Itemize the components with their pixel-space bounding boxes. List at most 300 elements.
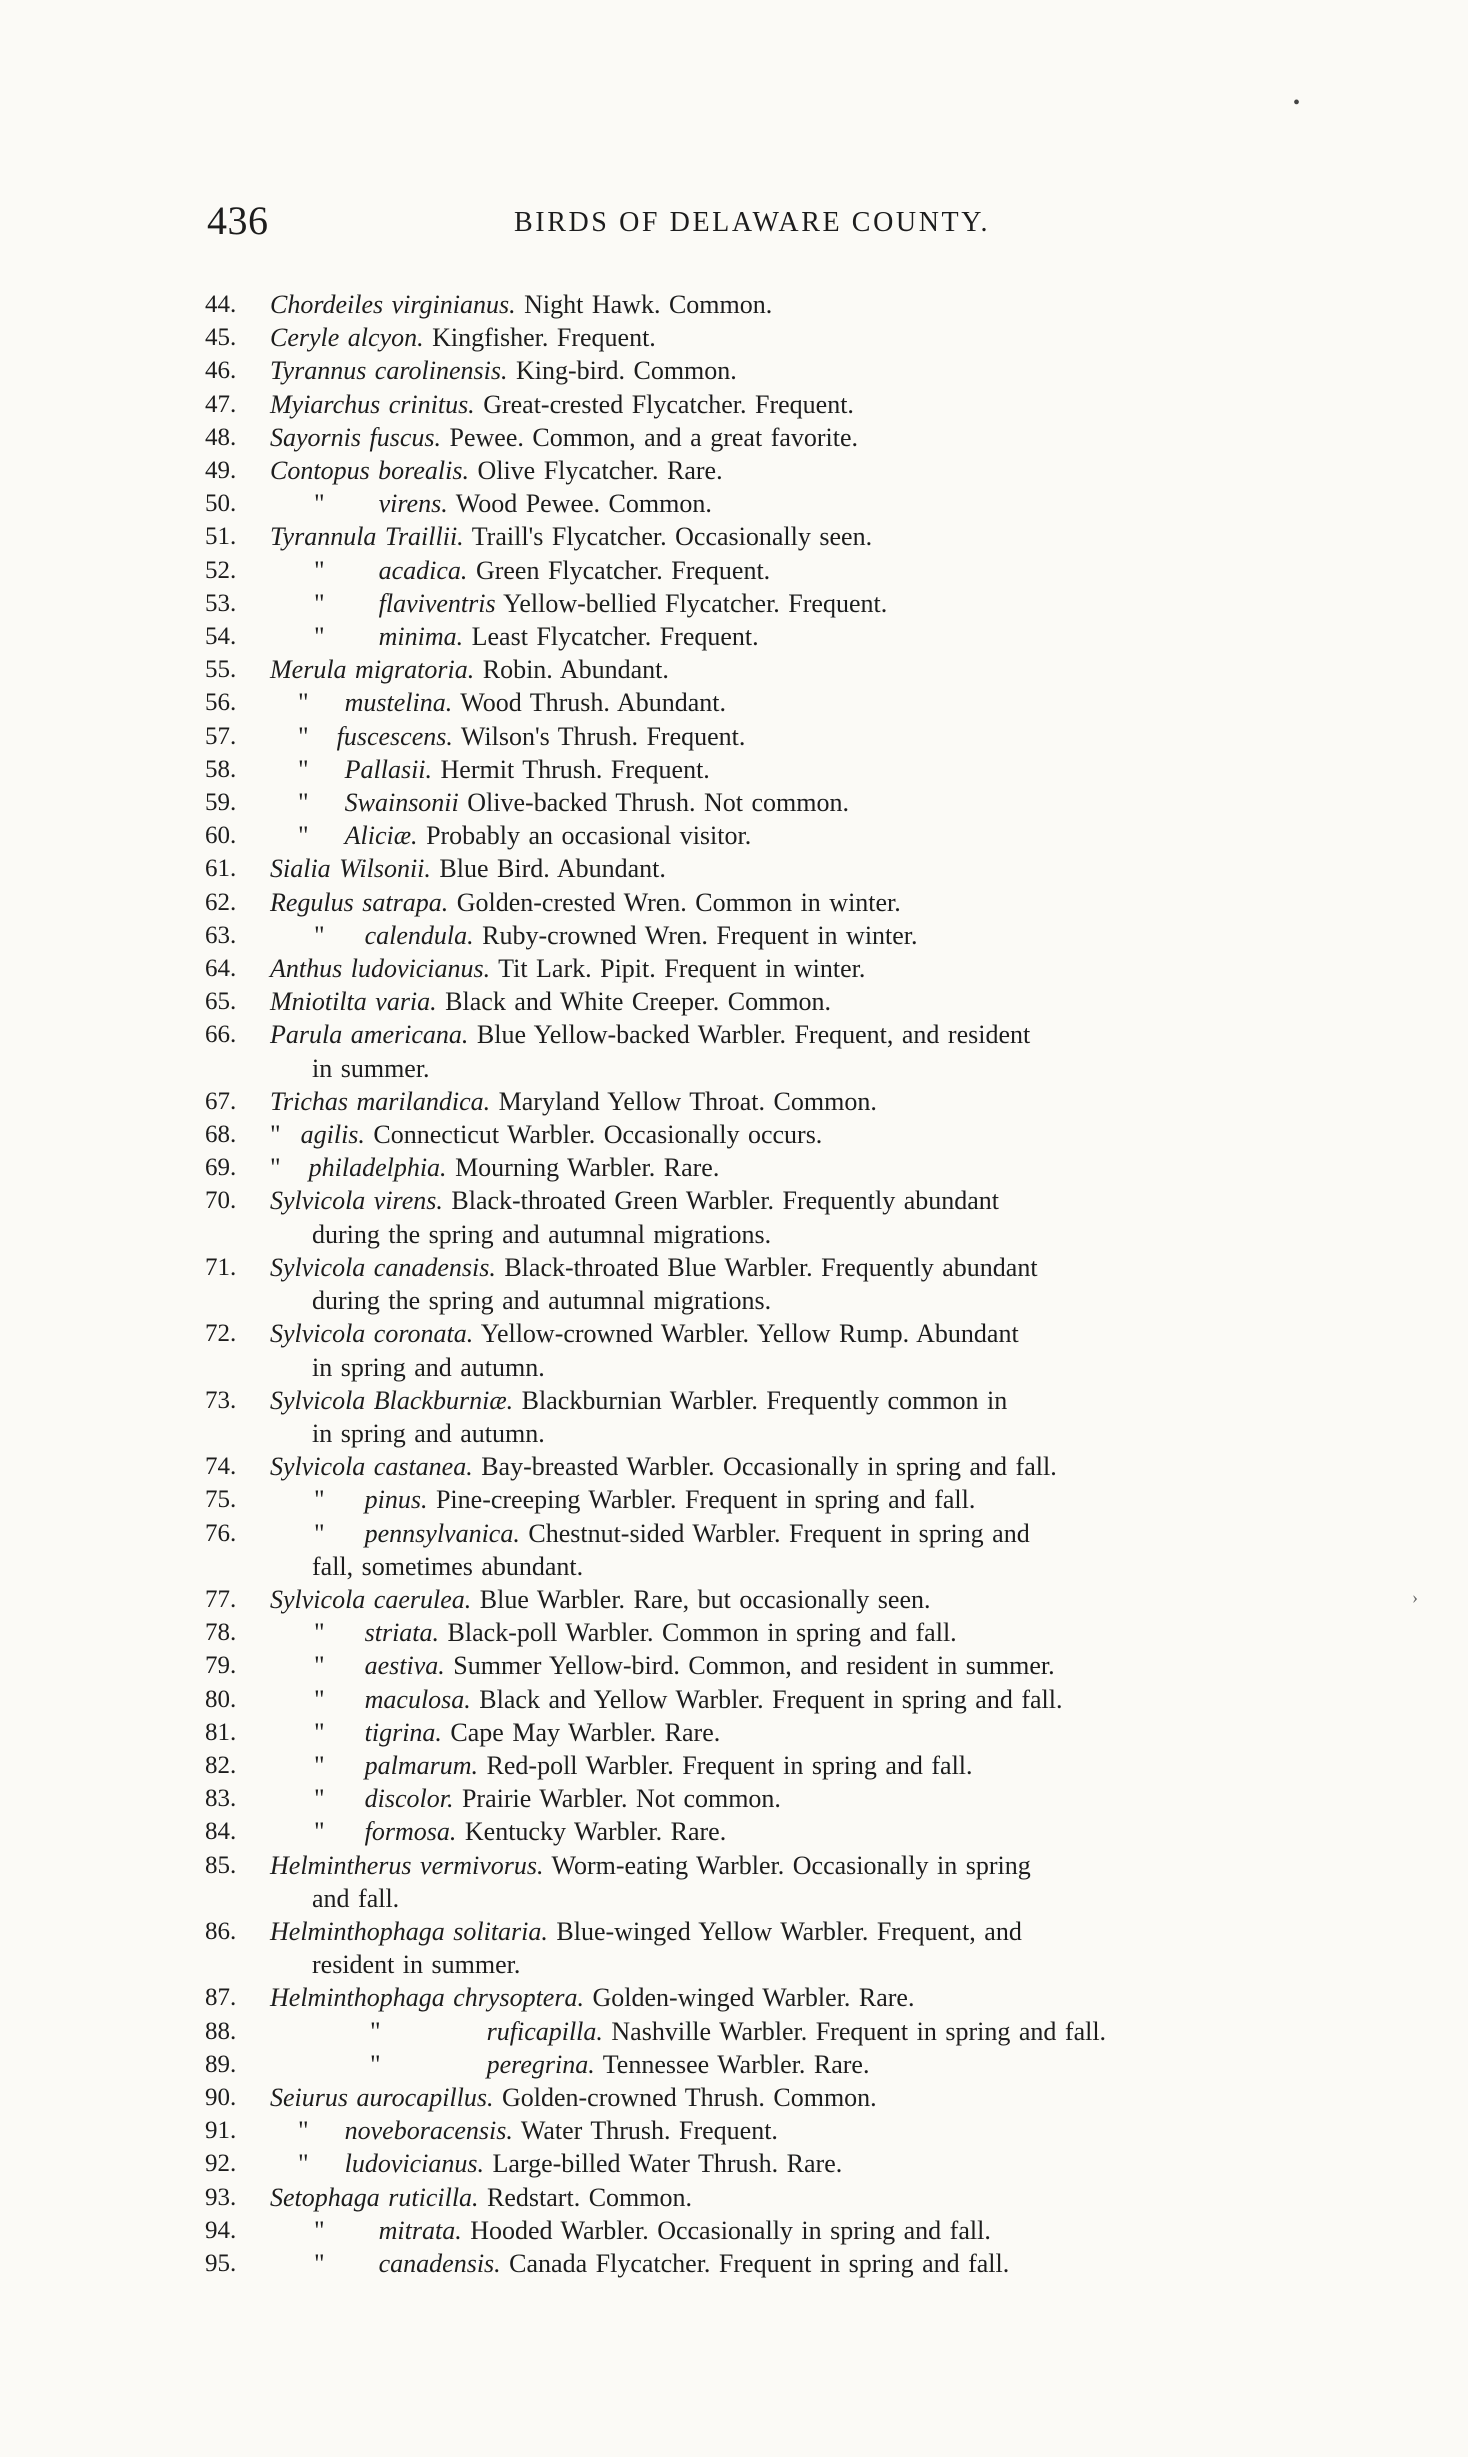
common-name-note: Nashville Warbler. Frequent in spring and fall. bbox=[611, 2016, 1107, 2046]
common-name-note: Redstart. Common. bbox=[487, 2182, 692, 2212]
latin-name: Sylvicola canadensis. bbox=[270, 1252, 496, 1282]
entry-number: 65. bbox=[205, 988, 237, 1016]
latin-name: palmarum. bbox=[364, 1750, 479, 1780]
ditto-mark: " bbox=[298, 754, 309, 784]
latin-name: Helminthophaga solitaria. bbox=[270, 1916, 548, 1946]
species-entry bbox=[205, 587, 1360, 620]
entry-body bbox=[270, 1184, 1360, 1217]
entry-body bbox=[270, 1384, 1360, 1417]
latin-name: formosa. bbox=[364, 1817, 457, 1847]
common-name-note: Black-throated Blue Warbler. Frequently abundant bbox=[504, 1252, 1038, 1282]
ditto-mark: " bbox=[298, 2149, 309, 2179]
common-name-note: Blue Warbler. Rare, but occasionally seen. bbox=[479, 1584, 931, 1614]
entry-number: 48. bbox=[205, 423, 237, 451]
latin-name: pennsylvanica. bbox=[364, 1518, 520, 1548]
common-name-note: Maryland Yellow Throat. Common. bbox=[498, 1086, 877, 1116]
latin-name: noveboracensis. bbox=[344, 2116, 513, 2146]
ditto-mark: " bbox=[298, 788, 309, 818]
entry-body bbox=[270, 2114, 1360, 2147]
ditto-mark: " bbox=[314, 1651, 325, 1681]
latin-name: aestiva. bbox=[364, 1651, 445, 1681]
common-name-note: Mourning Warbler. Rare. bbox=[455, 1153, 720, 1183]
latin-name: mustelina. bbox=[344, 688, 453, 718]
entry-number: 80. bbox=[205, 1685, 237, 1713]
common-name-note: Prairie Warbler. Not common. bbox=[461, 1784, 781, 1814]
latin-name: Sylvicola virens. bbox=[270, 1186, 443, 1216]
species-entry bbox=[205, 2015, 1360, 2048]
latin-name: Myiarchus crinitus. bbox=[270, 389, 475, 419]
common-name-note: Summer Yellow-bird. Common, and resident in summer. bbox=[453, 1651, 1055, 1681]
ditto-mark: " bbox=[370, 2016, 381, 2046]
species-entry bbox=[205, 288, 1360, 321]
entry-number: 90. bbox=[205, 2083, 237, 2111]
species-entry bbox=[205, 554, 1360, 587]
common-name-note: Great-crested Flycatcher. Frequent. bbox=[483, 389, 854, 419]
species-entry bbox=[205, 919, 1360, 952]
common-name-note: Large-billed Water Thrush. Rare. bbox=[492, 2149, 843, 2179]
latin-name: tigrina. bbox=[364, 1717, 442, 1747]
latin-name: Mniotilta varia. bbox=[270, 987, 437, 1017]
species-entry bbox=[205, 2147, 1360, 2180]
entry-number: 81. bbox=[205, 1718, 237, 1746]
entry-body bbox=[270, 1915, 1360, 1948]
entry-number: 92. bbox=[205, 2150, 237, 2178]
entry-body bbox=[270, 1683, 1360, 1716]
entry-number: 51. bbox=[205, 523, 237, 551]
entry-body bbox=[270, 2247, 1360, 2280]
species-entry bbox=[205, 985, 1360, 1018]
ditto-mark: " bbox=[314, 588, 325, 618]
species-entry bbox=[205, 753, 1360, 786]
entry-number: 68. bbox=[205, 1121, 237, 1149]
entry-number: 61. bbox=[205, 855, 237, 883]
common-name-note: Connecticut Warbler. Occasionally occurs. bbox=[373, 1120, 823, 1150]
common-name-note: Wilson's Thrush. Frequent. bbox=[460, 721, 746, 751]
entry-body bbox=[270, 1716, 1360, 1749]
latin-name: Sylvicola castanea. bbox=[270, 1452, 473, 1482]
common-name-note: Golden-crested Wren. Common in winter. bbox=[456, 887, 901, 917]
common-name-note: Black-poll Warbler. Common in spring and fall. bbox=[447, 1618, 957, 1648]
species-entry bbox=[205, 1517, 1360, 1583]
common-name-note: Golden-winged Warbler. Rare. bbox=[592, 1983, 915, 2013]
common-name-note: Yellow-crowned Warbler. Yellow Rump. Abundant bbox=[480, 1319, 1019, 1349]
species-entry bbox=[205, 1118, 1360, 1151]
running-header bbox=[207, 198, 1055, 244]
species-entry bbox=[205, 886, 1360, 919]
entry-body bbox=[270, 952, 1360, 985]
entry-body bbox=[270, 1118, 1360, 1151]
entry-number: 75. bbox=[205, 1486, 237, 1514]
ditto-mark: " bbox=[314, 1485, 325, 1515]
entry-number: 93. bbox=[205, 2183, 237, 2211]
latin-name: pinus. bbox=[364, 1485, 428, 1515]
page-number: 436 bbox=[207, 198, 269, 243]
entry-number: 71. bbox=[205, 1253, 237, 1281]
entry-number: 56. bbox=[205, 689, 237, 717]
entry-number: 58. bbox=[205, 755, 237, 783]
entry-body bbox=[270, 2147, 1360, 2180]
latin-name: Sylvicola coronata. bbox=[270, 1319, 474, 1349]
species-entry bbox=[205, 1815, 1360, 1848]
species-entry bbox=[205, 1251, 1360, 1317]
entry-body bbox=[270, 487, 1360, 520]
common-name-note: Bay-breasted Warbler. Occasionally in spring and fall. bbox=[481, 1452, 1057, 1482]
latin-name: virens. bbox=[378, 489, 448, 519]
latin-name: Contopus borealis. bbox=[270, 456, 469, 486]
species-entry bbox=[205, 354, 1360, 387]
entry-number: 50. bbox=[205, 490, 237, 518]
species-entry bbox=[205, 1683, 1360, 1716]
common-name-note: Hermit Thrush. Frequent. bbox=[440, 754, 710, 784]
species-entry bbox=[205, 1317, 1360, 1383]
latin-name: Helmintherus vermivorus. bbox=[270, 1850, 544, 1880]
entry-body bbox=[270, 1483, 1360, 1516]
common-name-note: Pewee. Common, and a great favorite. bbox=[449, 422, 859, 452]
common-name-note: Red-poll Warbler. Frequent in spring and fall. bbox=[486, 1750, 973, 1780]
latin-name: maculosa. bbox=[364, 1684, 471, 1714]
species-entry bbox=[205, 2114, 1360, 2147]
entry-body bbox=[270, 1317, 1360, 1350]
entry-body bbox=[270, 1085, 1360, 1118]
entry-body bbox=[270, 653, 1360, 686]
common-name-note: Golden-crowned Thrush. Common. bbox=[501, 2082, 877, 2112]
entry-number: 94. bbox=[205, 2216, 237, 2244]
latin-name: Sayornis fuscus. bbox=[270, 422, 441, 452]
entry-body bbox=[270, 1517, 1360, 1550]
species-entry bbox=[205, 487, 1360, 520]
species-entry bbox=[205, 1849, 1360, 1915]
entry-body bbox=[270, 388, 1360, 421]
entry-number: 47. bbox=[205, 390, 237, 418]
ditto-mark: " bbox=[314, 1784, 325, 1814]
entry-body bbox=[270, 2048, 1360, 2081]
entry-number: 88. bbox=[205, 2017, 237, 2045]
latin-name: Sylvicola Blackburniæ. bbox=[270, 1385, 514, 1415]
ditto-mark: " bbox=[298, 2116, 309, 2146]
latin-name: Sialia Wilsonii. bbox=[270, 854, 431, 884]
common-name-note: Ruby-crowned Wren. Frequent in winter. bbox=[482, 920, 918, 950]
latin-name: Anthus ludovicianus. bbox=[270, 954, 491, 984]
entry-body bbox=[270, 1616, 1360, 1649]
ditto-mark: " bbox=[270, 1153, 281, 1183]
species-entry bbox=[205, 1151, 1360, 1184]
latin-name: philadelphia. bbox=[308, 1153, 447, 1183]
entry-number: 63. bbox=[205, 921, 237, 949]
ditto-mark: " bbox=[314, 1618, 325, 1648]
entry-number: 52. bbox=[205, 556, 237, 584]
species-entry bbox=[205, 1583, 1360, 1616]
ditto-mark: " bbox=[314, 2248, 325, 2278]
species-entry bbox=[205, 1981, 1360, 2014]
species-entry bbox=[205, 1184, 1360, 1250]
entry-body bbox=[270, 686, 1360, 719]
latin-name: Helminthophaga chrysoptera. bbox=[270, 1983, 584, 2013]
entry-body bbox=[270, 720, 1360, 753]
ditto-mark: " bbox=[298, 721, 309, 751]
entry-body bbox=[270, 2081, 1360, 2114]
entry-number: 85. bbox=[205, 1851, 237, 1879]
common-name-note: King-bird. Common. bbox=[515, 356, 737, 386]
entry-number: 49. bbox=[205, 457, 237, 485]
latin-name: Aliciæ. bbox=[344, 821, 418, 851]
entry-body bbox=[270, 1649, 1360, 1682]
entry-continuation: during the spring and autumnal migrations. bbox=[312, 1286, 772, 1316]
species-entry bbox=[205, 620, 1360, 653]
entry-body bbox=[270, 354, 1360, 387]
entry-number: 73. bbox=[205, 1386, 237, 1414]
ditto-mark: " bbox=[314, 555, 325, 585]
latin-name: Seiurus aurocapillus. bbox=[270, 2082, 494, 2112]
entry-number: 66. bbox=[205, 1021, 237, 1049]
entry-number: 46. bbox=[205, 357, 237, 385]
latin-name: Trichas marilandica. bbox=[270, 1086, 491, 1116]
entry-number: 76. bbox=[205, 1519, 237, 1547]
entry-number: 74. bbox=[205, 1453, 237, 1481]
common-name-note: Pine-creeping Warbler. Frequent in spring and fall. bbox=[435, 1485, 976, 1515]
ditto-mark: " bbox=[298, 688, 309, 718]
entry-number: 44. bbox=[205, 291, 237, 318]
entry-number: 87. bbox=[205, 1984, 237, 2012]
common-name-note: Black and Yellow Warbler. Frequent in spring and fall. bbox=[479, 1684, 1063, 1714]
entry-body bbox=[270, 1815, 1360, 1848]
species-entry bbox=[205, 1085, 1360, 1118]
common-name-note: Worm-eating Warbler. Occasionally in spring bbox=[551, 1850, 1031, 1880]
species-entry bbox=[205, 520, 1360, 553]
latin-name: agilis. bbox=[300, 1120, 365, 1150]
entry-number: 69. bbox=[205, 1154, 237, 1182]
latin-name: fuscescens. bbox=[336, 721, 453, 751]
species-entry bbox=[205, 819, 1360, 852]
species-entry bbox=[205, 2214, 1360, 2247]
entry-body bbox=[270, 786, 1360, 819]
ditto-mark: " bbox=[314, 920, 325, 950]
entry-body bbox=[270, 288, 1360, 321]
common-name-note: Wood Pewee. Common. bbox=[455, 489, 712, 519]
entry-continuation: and fall. bbox=[312, 1883, 400, 1913]
common-name-note: Tennessee Warbler. Rare. bbox=[602, 2049, 870, 2079]
entry-number: 55. bbox=[205, 656, 237, 684]
entry-body bbox=[270, 1849, 1360, 1882]
common-name-note: Blue Yellow-backed Warbler. Frequent, and resident bbox=[476, 1020, 1031, 1050]
entry-body bbox=[270, 1018, 1360, 1051]
entry-continuation: fall, sometimes abundant. bbox=[312, 1551, 584, 1581]
entry-number: 95. bbox=[205, 2249, 237, 2277]
common-name-note: Least Flycatcher. Frequent. bbox=[471, 622, 759, 652]
entry-body bbox=[270, 2181, 1360, 2214]
entry-body bbox=[270, 2015, 1360, 2048]
entry-number: 83. bbox=[205, 1785, 237, 1813]
species-entry bbox=[205, 2181, 1360, 2214]
species-entry bbox=[205, 852, 1360, 885]
entry-number: 62. bbox=[205, 888, 237, 916]
species-entry bbox=[205, 2048, 1360, 2081]
entry-number: 89. bbox=[205, 2050, 237, 2078]
species-entry bbox=[205, 686, 1360, 719]
ditto-mark: " bbox=[314, 1817, 325, 1847]
corner-mark: • bbox=[1293, 92, 1301, 114]
species-list bbox=[205, 288, 1360, 2280]
entry-number: 67. bbox=[205, 1087, 237, 1115]
common-name-note: Kentucky Warbler. Rare. bbox=[464, 1817, 727, 1847]
latin-name: Regulus satrapa. bbox=[270, 887, 449, 917]
ditto-mark: " bbox=[314, 622, 325, 652]
latin-name: Chordeiles virginianus. bbox=[270, 290, 516, 319]
ditto-mark: " bbox=[314, 1684, 325, 1714]
entry-number: 70. bbox=[205, 1187, 237, 1215]
latin-name: ruficapilla. bbox=[486, 2016, 603, 2046]
entry-number: 60. bbox=[205, 822, 237, 850]
species-entry bbox=[205, 2081, 1360, 2114]
species-entry bbox=[205, 1749, 1360, 1782]
latin-name: Setophaga ruticilla. bbox=[270, 2182, 479, 2212]
common-name-note: Blackburnian Warbler. Frequently common in bbox=[521, 1385, 1008, 1415]
latin-name: ludovicianus. bbox=[344, 2149, 484, 2179]
entry-body bbox=[270, 886, 1360, 919]
latin-name: striata. bbox=[364, 1618, 440, 1648]
entry-number: 84. bbox=[205, 1818, 237, 1846]
ditto-mark: " bbox=[270, 1120, 281, 1150]
entry-number: 72. bbox=[205, 1320, 237, 1348]
latin-name: discolor. bbox=[364, 1784, 454, 1814]
ditto-mark: " bbox=[314, 489, 325, 519]
common-name-note: Traill's Flycatcher. Occasionally seen. bbox=[471, 522, 873, 552]
entry-body bbox=[270, 554, 1360, 587]
latin-name: Tyrannus carolinensis. bbox=[270, 356, 508, 386]
latin-name: Ceryle alcyon. bbox=[270, 323, 424, 353]
species-entry bbox=[205, 1450, 1360, 1483]
latin-name: Tyrannula Traillii. bbox=[270, 522, 464, 552]
entry-continuation: resident in summer. bbox=[312, 1950, 521, 1980]
entry-body bbox=[270, 1749, 1360, 1782]
species-entry bbox=[205, 1616, 1360, 1649]
latin-name: acadica. bbox=[378, 555, 468, 585]
common-name-note: Yellow-bellied Flycatcher. Frequent. bbox=[503, 588, 888, 618]
species-entry bbox=[205, 454, 1360, 487]
common-name-note: Chestnut-sided Warbler. Frequent in spring and bbox=[528, 1518, 1030, 1548]
common-name-note: Olive-backed Thrush. Not common. bbox=[467, 788, 849, 818]
entry-number: 79. bbox=[205, 1652, 237, 1680]
common-name-note: Robin. Abundant. bbox=[482, 655, 669, 685]
entry-body bbox=[270, 1450, 1360, 1483]
common-name-note: Cape May Warbler. Rare. bbox=[450, 1717, 721, 1747]
latin-name: calendula. bbox=[364, 920, 474, 950]
species-entry bbox=[205, 1649, 1360, 1682]
entry-body bbox=[270, 919, 1360, 952]
common-name-note: Black and White Creeper. Common. bbox=[445, 987, 832, 1017]
latin-name: Sylvicola caerulea. bbox=[270, 1584, 472, 1614]
common-name-note: Water Thrush. Frequent. bbox=[520, 2116, 778, 2146]
entry-number: 91. bbox=[205, 2117, 237, 2145]
species-entry bbox=[205, 2247, 1360, 2280]
common-name-note: Canada Flycatcher. Frequent in spring and fall. bbox=[509, 2248, 1010, 2278]
species-entry bbox=[205, 1915, 1360, 1981]
species-entry bbox=[205, 1384, 1360, 1450]
entry-number: 78. bbox=[205, 1619, 237, 1647]
common-name-note: Probably an occasional visitor. bbox=[426, 821, 752, 851]
common-name-note: Night Hawk. Common. bbox=[524, 290, 773, 319]
common-name-note: Wood Thrush. Abundant. bbox=[460, 688, 727, 718]
species-entry bbox=[205, 421, 1360, 454]
entry-number: 64. bbox=[205, 955, 237, 983]
entry-number: 77. bbox=[205, 1585, 237, 1613]
latin-name: Merula migratoria. bbox=[270, 655, 475, 685]
entry-body bbox=[270, 1583, 1360, 1616]
entry-body bbox=[270, 321, 1360, 354]
entry-body bbox=[270, 1782, 1360, 1815]
species-entry bbox=[205, 786, 1360, 819]
common-name-note: Green Flycatcher. Frequent. bbox=[475, 555, 771, 585]
entry-number: 54. bbox=[205, 623, 237, 651]
entry-body bbox=[270, 852, 1360, 885]
entry-body bbox=[270, 2214, 1360, 2247]
ditto-mark: " bbox=[314, 1750, 325, 1780]
entry-body bbox=[270, 587, 1360, 620]
species-entry bbox=[205, 1716, 1360, 1749]
common-name-note: Tit Lark. Pipit. Frequent in winter. bbox=[498, 954, 866, 984]
entry-body bbox=[270, 421, 1360, 454]
ditto-mark: " bbox=[314, 1518, 325, 1548]
entry-continuation: during the spring and autumnal migrations. bbox=[312, 1219, 772, 1249]
entry-number: 57. bbox=[205, 722, 237, 750]
entry-number: 86. bbox=[205, 1917, 237, 1945]
species-entry bbox=[205, 388, 1360, 421]
common-name-note: Olive Flycatcher. Rare. bbox=[477, 456, 723, 486]
entry-number: 59. bbox=[205, 789, 237, 817]
latin-name: flaviventris bbox=[378, 588, 496, 618]
common-name-note: Kingfisher. Frequent. bbox=[432, 323, 656, 353]
ditto-mark: " bbox=[298, 821, 309, 851]
ditto-mark: " bbox=[370, 2049, 381, 2079]
common-name-note: Black-throated Green Warbler. Frequently abundant bbox=[451, 1186, 1000, 1216]
ditto-mark: " bbox=[314, 2215, 325, 2245]
entry-body bbox=[270, 454, 1360, 487]
running-title: BIRDS OF DELAWARE COUNTY. bbox=[514, 207, 991, 238]
common-name-note: Blue Bird. Abundant. bbox=[439, 854, 666, 884]
entry-body bbox=[270, 1151, 1360, 1184]
entry-number: 45. bbox=[205, 324, 237, 352]
species-entry bbox=[205, 1018, 1360, 1084]
species-entry bbox=[205, 321, 1360, 354]
latin-name: Parula americana. bbox=[270, 1020, 469, 1050]
latin-name: peregrina. bbox=[486, 2049, 595, 2079]
latin-name: Pallasii. bbox=[344, 754, 433, 784]
latin-name: mitrata. bbox=[378, 2215, 462, 2245]
species-entry bbox=[205, 1782, 1360, 1815]
ditto-mark: " bbox=[314, 1717, 325, 1747]
entry-body bbox=[270, 1981, 1360, 2014]
entry-body bbox=[270, 753, 1360, 786]
entry-body bbox=[270, 1251, 1360, 1284]
species-entry bbox=[205, 653, 1360, 686]
entry-number: 53. bbox=[205, 589, 237, 617]
latin-name: canadensis. bbox=[378, 2248, 501, 2278]
margin-mark: › bbox=[1412, 1587, 1418, 1607]
entry-body bbox=[270, 819, 1360, 852]
entry-body bbox=[270, 520, 1360, 553]
species-entry bbox=[205, 720, 1360, 753]
entry-number: 82. bbox=[205, 1751, 237, 1779]
species-entry bbox=[205, 1483, 1360, 1516]
common-name-note: Blue-winged Yellow Warbler. Frequent, and bbox=[556, 1916, 1022, 1946]
entry-body bbox=[270, 620, 1360, 653]
latin-name: minima. bbox=[378, 622, 464, 652]
entry-body bbox=[270, 985, 1360, 1018]
entry-continuation: in spring and autumn. bbox=[312, 1418, 545, 1448]
common-name-note: Hooded Warbler. Occasionally in spring and fall. bbox=[470, 2215, 991, 2245]
entry-continuation: in summer. bbox=[312, 1053, 430, 1083]
species-entry bbox=[205, 952, 1360, 985]
latin-name: Swainsonii bbox=[344, 788, 459, 818]
